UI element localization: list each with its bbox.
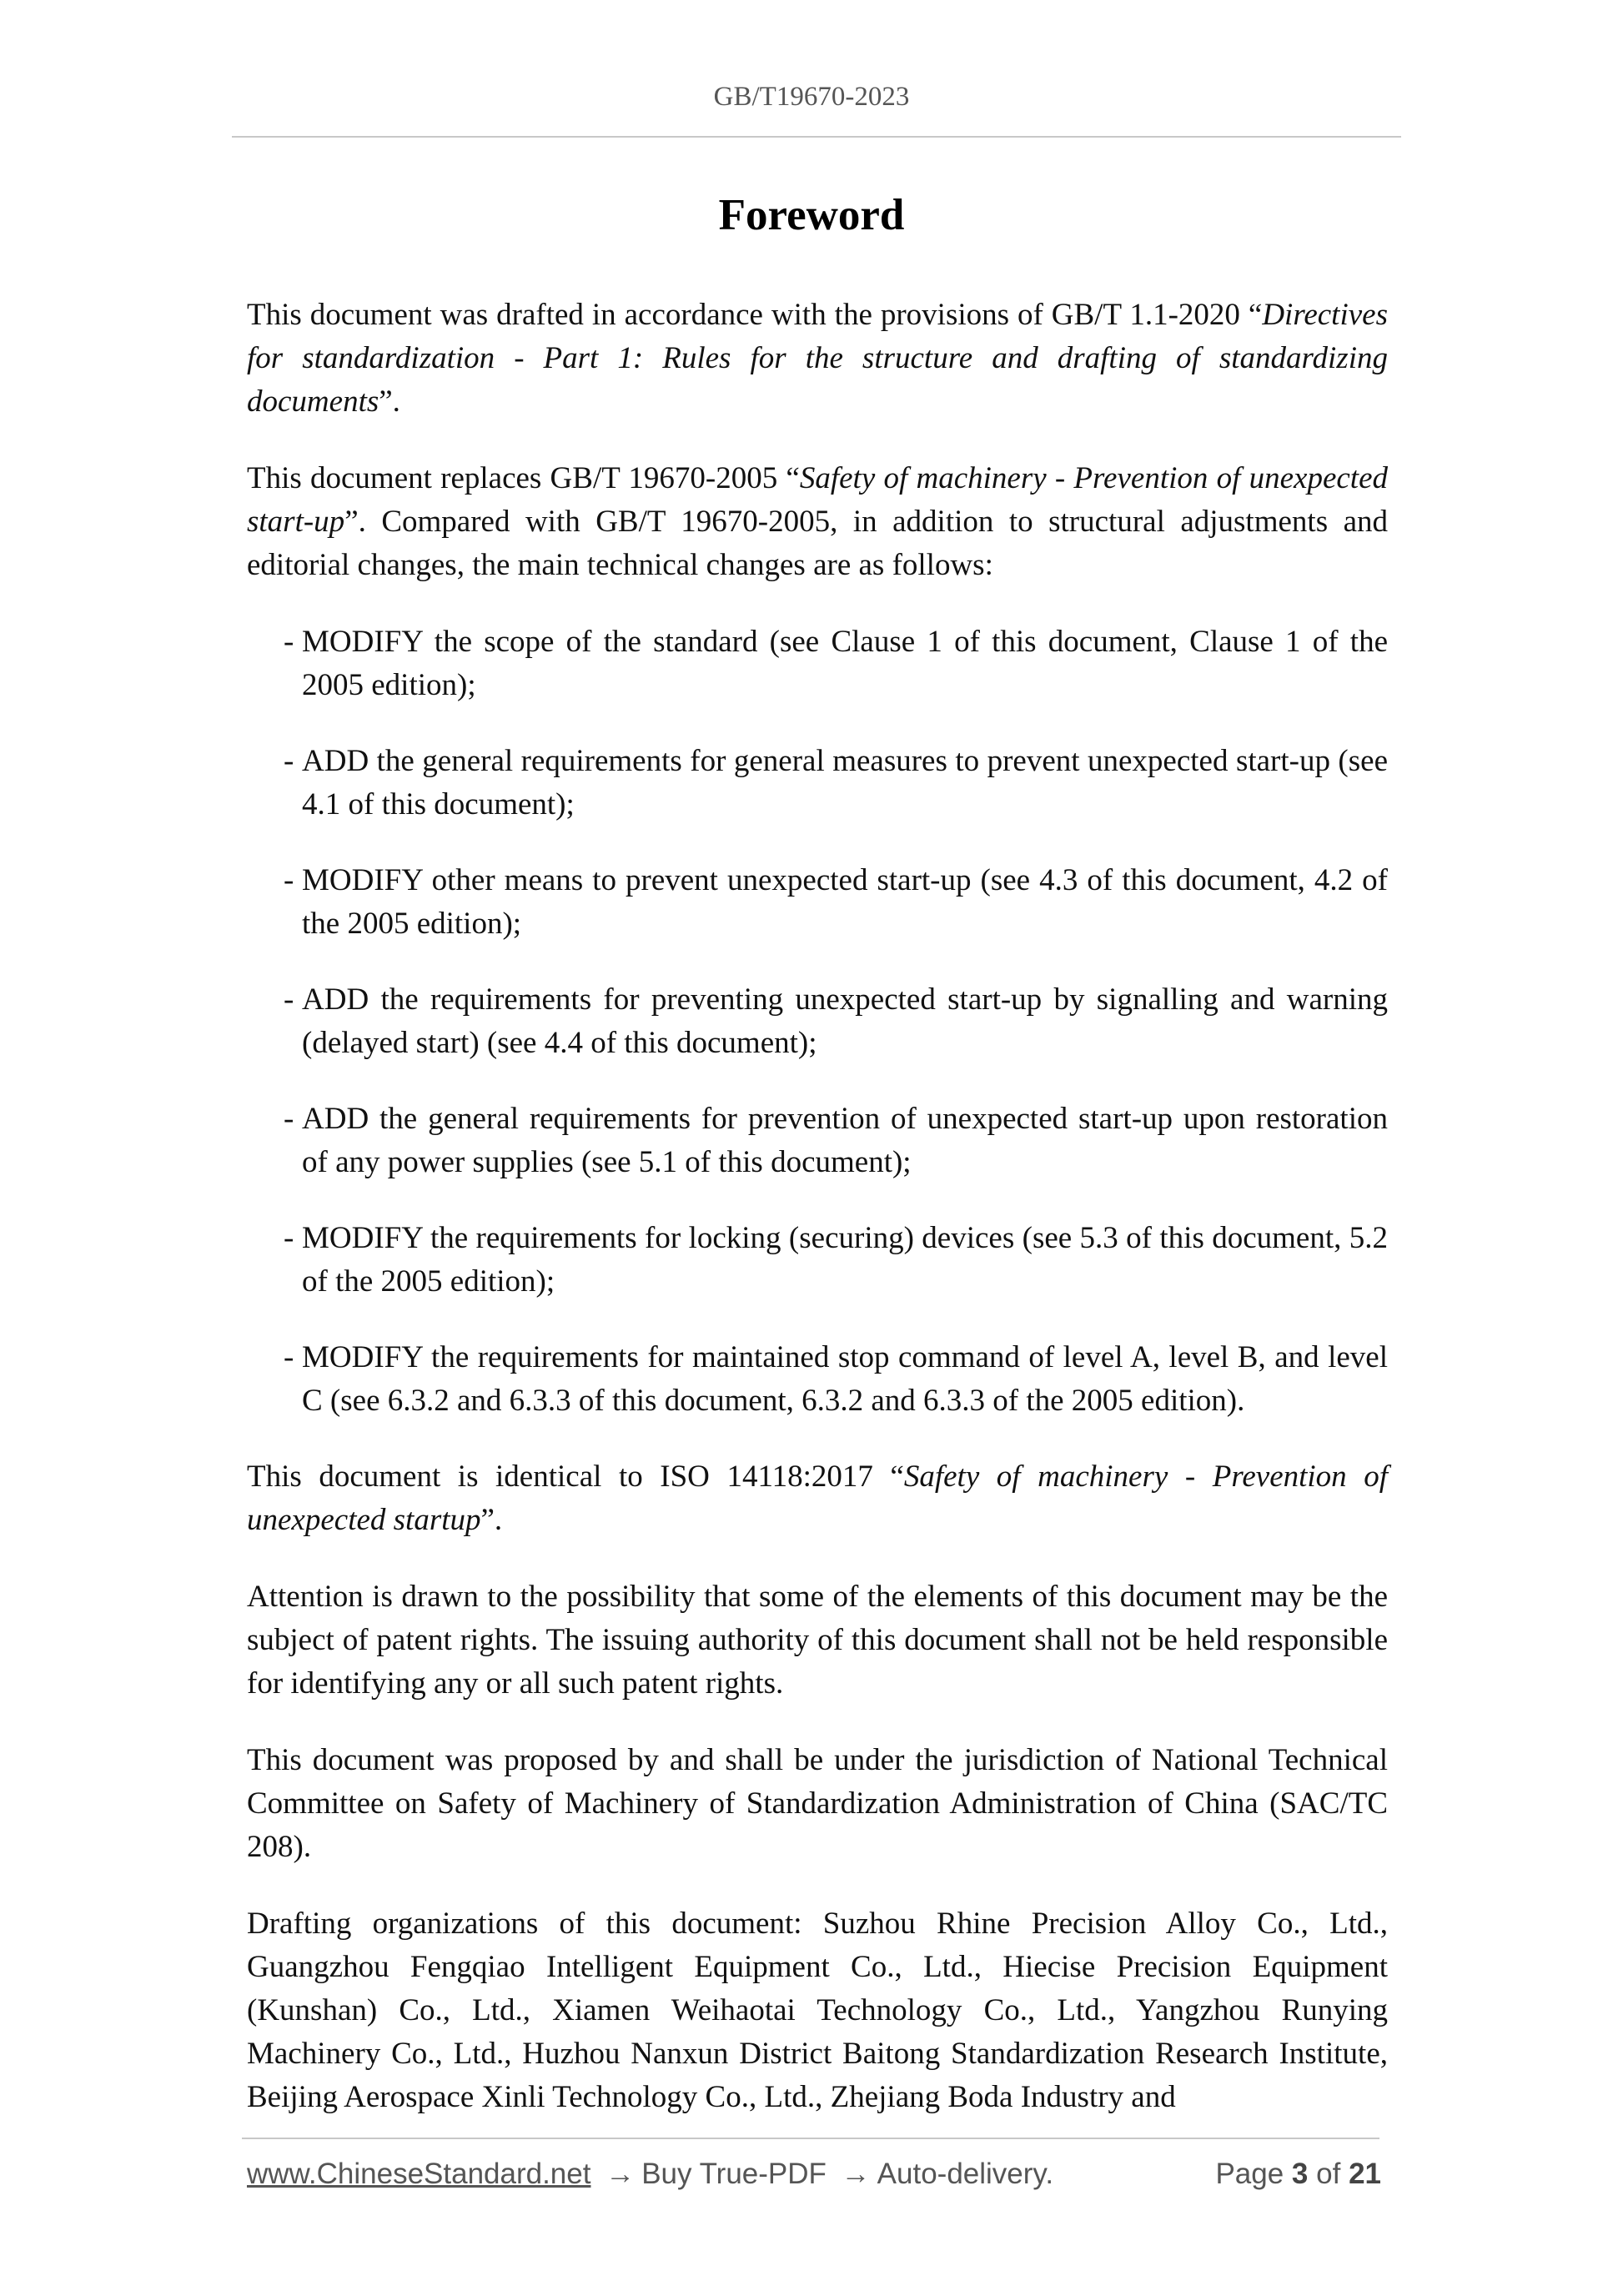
footer-promo xyxy=(247,2158,1053,2191)
header-divider xyxy=(232,136,1401,138)
list-dash: - xyxy=(284,625,294,659)
footer-step-delivery: Auto-delivery. xyxy=(877,2158,1054,2190)
list-dash: - xyxy=(284,1340,294,1374)
list-dash: - xyxy=(284,744,294,778)
paragraph xyxy=(247,294,1388,424)
list-item-text: ADD the requirements for preventing unexpected start-up by signalling and warning (delayed start) (see 4.4 of this document); xyxy=(302,982,1388,1060)
paragraph-text: This document was proposed by and shall be under the jurisdiction of National Technical Committee on Safety of Machinery of Standardization Administration of China (SAC/TC 208). xyxy=(247,1743,1388,1864)
paragraph-text: This document is identical to ISO 14118:2017 “ xyxy=(247,1459,904,1494)
website-link[interactable]: www.ChineseStandard.net xyxy=(247,2158,591,2190)
list-item-text: MODIFY the scope of the standard (see Clause 1 of this document, Clause 1 of the 2005 edition); xyxy=(302,625,1388,702)
paragraph xyxy=(247,1739,1388,1869)
list-item-text: ADD the general requirements for prevention of unexpected start-up upon restoration of any power supplies (see 5.1 of this document); xyxy=(302,1102,1388,1179)
paragraph-text: ”. Compared with GB/T 19670-2005, in addition to structural adjustments and editorial changes, the main technical changes are as follows: xyxy=(247,505,1388,582)
paragraph xyxy=(247,1902,1388,2119)
foreword-body xyxy=(247,294,1388,2153)
paragraph-text: This document was drafted in accordance with the provisions of GB/T 1.1-2020 “ xyxy=(247,298,1263,332)
footer-step-buy: Buy True-PDF xyxy=(641,2158,827,2190)
italic-title-text: Directives for standardization - Part 1: Rules for the structure and drafting of standardizing documents xyxy=(247,298,1388,419)
paragraph xyxy=(247,1455,1388,1542)
arrow-right-icon: → xyxy=(605,2158,636,2190)
page-title: Foreword xyxy=(718,191,905,239)
list-item xyxy=(284,978,1388,1065)
current-page-number: 3 xyxy=(1291,2158,1309,2190)
standard-code-header: GB/T19670-2023 xyxy=(713,82,910,112)
paragraph xyxy=(247,457,1388,587)
list-item xyxy=(284,1098,1388,1184)
list-dash: - xyxy=(284,1221,294,1255)
page-of-label: of xyxy=(1316,2158,1341,2190)
list-dash: - xyxy=(284,1102,294,1136)
list-item xyxy=(284,859,1388,946)
paragraph-text: This document replaces GB/T 19670-2005 “ xyxy=(247,461,800,495)
arrow-right-icon: → xyxy=(841,2158,871,2190)
paragraph-text: ”. xyxy=(480,1503,503,1537)
list-dash: - xyxy=(284,982,294,1017)
list-item-text: ADD the general requirements for general measures to prevent unexpected start-up (see 4.1 of this document); xyxy=(302,744,1388,821)
footer-divider xyxy=(242,2138,1379,2139)
list-item xyxy=(284,740,1388,826)
page-indicator xyxy=(1215,2158,1381,2191)
list-item xyxy=(284,1336,1388,1423)
italic-title-text: Safety of machinery - Prevention of unexpected start-up xyxy=(247,461,1389,539)
list-item-text: MODIFY other means to prevent unexpected start-up (see 4.3 of this document, 4.2 of the 2005 edition); xyxy=(302,863,1388,941)
paragraph-text: ”. xyxy=(379,384,400,419)
page-label: Page xyxy=(1215,2158,1284,2190)
list-item-text: MODIFY the requirements for locking (securing) devices (see 5.3 of this document, 5.2 of the 2005 edition); xyxy=(302,1221,1388,1299)
list-item xyxy=(284,1217,1388,1304)
list-item xyxy=(284,620,1388,707)
page-footer xyxy=(247,2158,1381,2199)
paragraph xyxy=(247,1575,1388,1706)
total-pages-number: 21 xyxy=(1349,2158,1381,2190)
paragraph-text: Attention is drawn to the possibility that some of the elements of this document may be the subject of patent rights. The issuing authority of this document shall not be held responsible for identifying any or all such patent rights. xyxy=(247,1580,1388,1701)
paragraph-text: Drafting organizations of this document: Suzhou Rhine Precision Alloy Co., Ltd., Guangzhou Fengqiao Intelligent Equipment Co., Ltd., Hiecise Precision Equipment (Kunshan) Co., Ltd., Xiamen Weihaotai Technology Co., Ltd., Yangzhou Runying Machinery Co., Ltd., Huzhou Nanxun District Baitong Standardization Research Institute, Beijing Aerospace Xinli Technology Co., Ltd., Zhejiang Boda Industry and xyxy=(247,1907,1388,2114)
italic-title-text: Safety of machinery - Prevention of unexpected startup xyxy=(247,1459,1389,1537)
list-item-text: MODIFY the requirements for maintained stop command of level A, level B, and level C (see 6.3.2 and 6.3.3 of this document, 6.3.2 and 6.3.3 of the 2005 edition). xyxy=(302,1340,1388,1418)
technical-changes-list xyxy=(247,620,1388,1423)
list-dash: - xyxy=(284,863,294,897)
